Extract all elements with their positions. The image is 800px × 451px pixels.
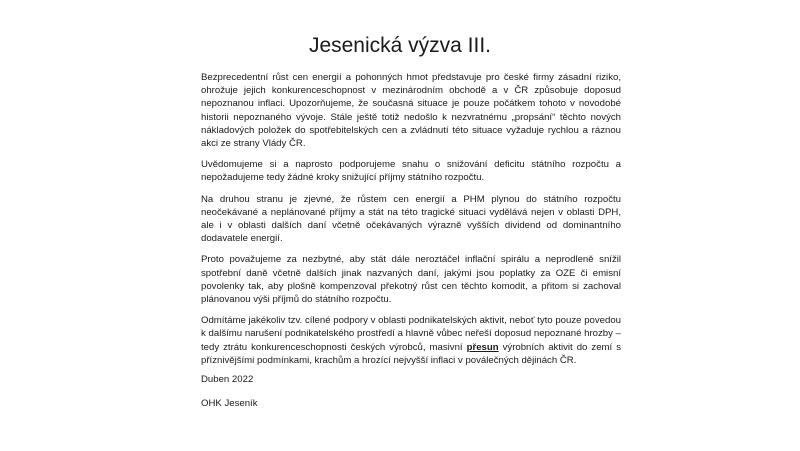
paragraph-targeted-support bbox=[201, 314, 621, 367]
paragraph-state-revenues: Na druhou stranu je zjevné, že růstem cen energií a PHM plynou do státního rozpočtu neočekávané a neplánované příjmy a stát na této tragické situaci vydělává nejen v oblasti DPH, ale i v oblasti dalších daní včetně očekávaných výrazně vyšších dividend od dominantního dodavatele energií. bbox=[201, 193, 621, 245]
document-body bbox=[201, 71, 621, 375]
paragraph-energy-prices: Bezprecedentní růst cen energií a pohonných hmot představuje pro české firmy zásadní riziko, ohrožuje jejich konkurenceschopnost v mezinárodním obchodě a v ČR způsobuje doposud nepoznanou inflaci. Upozorňujeme, že současná situace je pouze počátkem tohoto v novodobé historii nepoznaného vývoje. Stále ještě totiž nedošlo k nezvratnému „propsání“ těchto nových nákladových položek do spotřebitelských cen a zvládnutí této situace vyžaduje rychlou a ráznou akci ze strany Vlády ČR. bbox=[201, 72, 621, 150]
paragraph-text-before: Odmítáme jakékoliv tzv. cílené podpory v oblasti podnikatelských aktivit, neboť tyto pouze povedou k dalšímu narušení podnikatelského prostředí a hlavně vůbec neřeší doposud nepoznané hrozby – tedy ztrátu konkurenceschopnosti českých výrobců, masivní bbox=[201, 315, 621, 353]
paragraph-tax-reduction: Proto považujeme za nezbytné, aby stát dále neroztáčel inflační spirálu a neprodleně snížil spotřební daně včetně dalších jinak nazvaných daní, jakými jsou poplatky za OZE či emisní povolenky tak, aby plošně kompenzoval překotný růst cen těchto komodit, a přitom si zachoval plánovanou výši příjmů do státního rozpočtu. bbox=[201, 254, 621, 306]
paragraph-budget-deficit: Uvědomujeme si a naprosto podporujeme snahu o snižování deficitu státního rozpočtu a nepožadujeme tedy žádné kroky snižující příjmy státního rozpočtu. bbox=[201, 159, 621, 184]
document-title: Jesenická výzva III. bbox=[308, 34, 492, 57]
paragraph-text-after: výrobních aktivit do zemí s příznivějšími podmínkami, krachům a hrozící nejvyšší inflaci v poválečných dějinách ČR. bbox=[201, 341, 621, 366]
document-date: Duben 2022 bbox=[201, 374, 254, 385]
document-signature: OHK Jeseník bbox=[201, 398, 258, 409]
emphasized-word: přesun bbox=[466, 341, 499, 353]
